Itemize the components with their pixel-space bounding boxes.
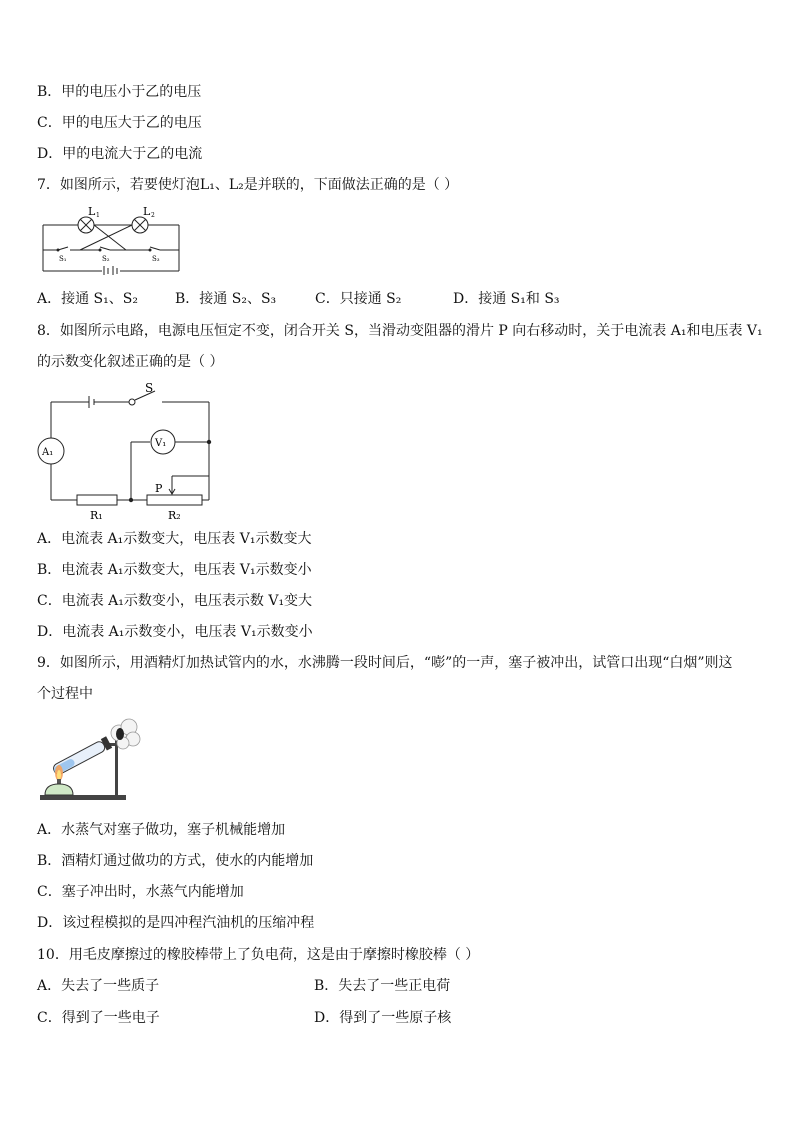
q7-label-s3: S₃ (152, 255, 160, 263)
q9-stem-line1: 9．如图所示，用酒精灯加热试管内的水，水沸腾一段时间后，“嘭”的一声，塞子被冲出，试管口出现“白烟”则这 (37, 655, 733, 671)
q6-option-c: C．甲的电压大于乙的电压 (37, 115, 202, 131)
q9-option-b: B．酒精灯通过做功的方式，使水的内能增加 (37, 853, 314, 869)
q7-option-b: B．接通 S₂、S₃ (175, 291, 277, 307)
q7-label-s1: S₁ (59, 255, 67, 263)
q6-option-d: D．甲的电流大于乙的电流 (37, 146, 203, 162)
q10-option-c: C．得到了一些电子 (37, 1010, 160, 1026)
q10-option-b: B．失去了一些正电荷 (314, 978, 451, 994)
q8-label-p: P (155, 482, 163, 495)
q10-stem: 10．用毛皮摩擦过的橡胶棒带上了负电荷，这是由于摩擦时橡胶棒（ ） (37, 947, 480, 963)
q10-options-row1 (37, 977, 450, 995)
q7-options (37, 290, 560, 308)
q7-label-l1-sub: 1 (96, 212, 100, 219)
q8-label-s: S (145, 381, 154, 395)
q8-option-a: A．电流表 A₁示数变大，电压表 V₁示数变大 (37, 531, 312, 547)
q7-label-s2: S₂ (102, 255, 110, 263)
q7-option-d: D．接通 S₁和 S₃ (453, 291, 560, 307)
q8-option-d: D．电流表 A₁示数变小，电压表 V₁示数变小 (37, 624, 313, 640)
q8-circuit-diagram (37, 378, 217, 523)
q10-option-a: A．失去了一些质子 (37, 978, 160, 994)
q8-option-b: B．电流表 A₁示数变大，电压表 V₁示数变小 (37, 562, 312, 578)
q8-label-r2: R₂ (168, 509, 181, 522)
q8-stem-line1: 8．如图所示电路，电源电压恒定不变，闭合开关 S，当滑动变阻器的滑片 P 向右移动时，关于电流表 A₁和电压表 V₁ (37, 323, 763, 339)
q8-label-r1: R₁ (90, 509, 103, 522)
q10-option-d: D．得到了一些原子核 (314, 1010, 452, 1026)
q8-option-c: C．电流表 A₁示数变小，电压表示数 V₁变大 (37, 593, 313, 609)
q7-stem: 7．如图所示，若要使灯泡L₁、L₂是并联的，下面做法正确的是（ ） (37, 177, 459, 193)
q8-label-v1: V₁ (155, 438, 167, 449)
q7-label-l2-sub: 2 (151, 212, 155, 219)
q6-option-b: B．甲的电压小于乙的电压 (37, 84, 202, 100)
q7-label-l1: L (88, 205, 96, 218)
q9-experiment-illustration (37, 715, 147, 805)
q9-option-c: C．塞子冲出时，水蒸气内能增加 (37, 884, 244, 900)
q9-option-d: D．该过程模拟的是四冲程汽油机的压缩冲程 (37, 915, 315, 931)
q7-label-l2: L (143, 205, 151, 218)
q7-circuit-diagram (40, 203, 182, 275)
q10-options-row2 (37, 1009, 451, 1027)
q8-stem-line2: 的示数变化叙述正确的是（ ） (37, 354, 224, 370)
q8-label-a1: A₁ (42, 447, 54, 458)
q7-option-c: C．只接通 S₂ (315, 291, 402, 307)
q9-option-a: A．水蒸气对塞子做功，塞子机械能增加 (37, 822, 286, 838)
q7-option-a: A．接通 S₁、S₂ (37, 291, 138, 307)
q9-stem-line2: 个过程中 (37, 686, 93, 702)
